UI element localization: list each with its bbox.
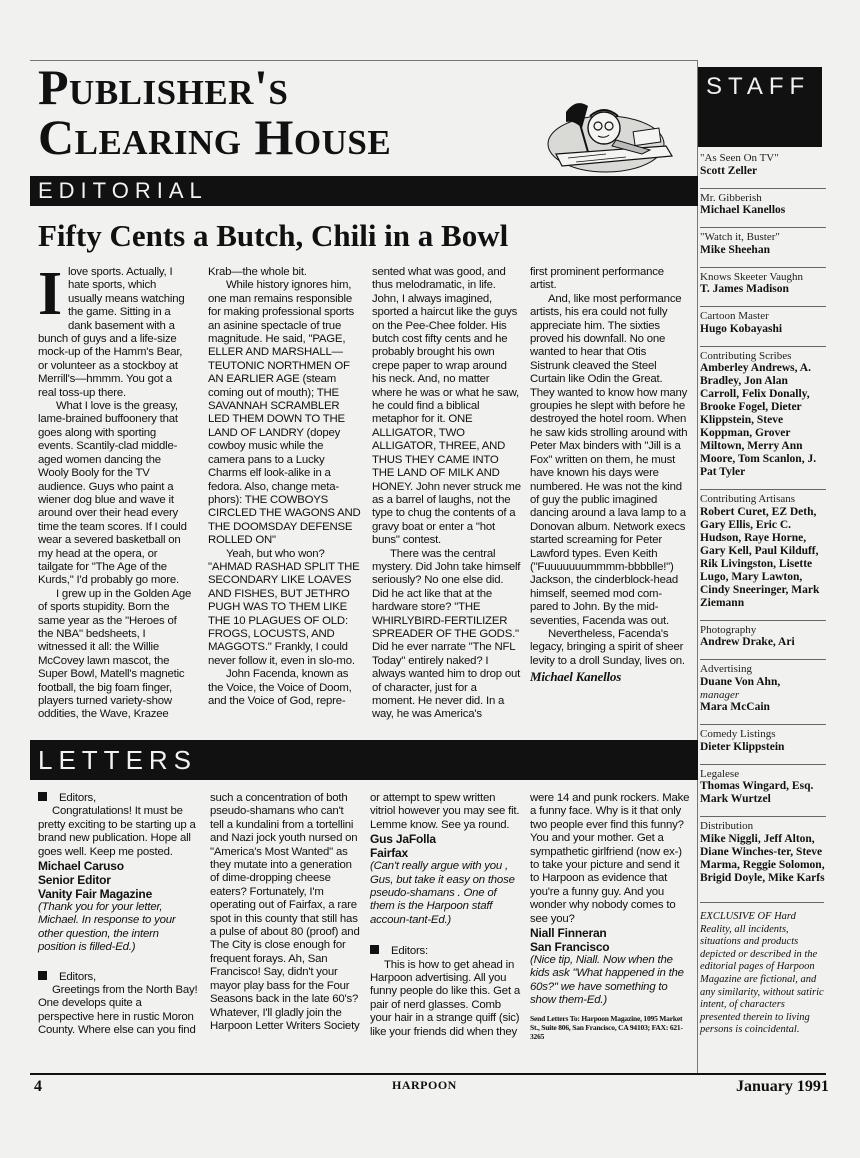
issue-date: January 1991 xyxy=(736,1078,829,1095)
editorial-paragraph: John Facenda, known as the Voice, the Voice of Doom, and the Voice of God, repre- xyxy=(208,668,352,707)
letter-salutation: Editors: xyxy=(370,945,520,958)
editorial-column-3 xyxy=(372,266,522,722)
staff-entry: "As Seen On TV" Scott Zeller xyxy=(700,152,779,177)
letters-column-4 xyxy=(530,792,690,1041)
letter-signature-name: Gus JaFolla xyxy=(370,832,436,847)
staff-entry: Photography Andrew Drake, Ari xyxy=(700,620,826,650)
staff-entry: Distribution Mike Niggli, Jeff Alton, Diane Winches-ter, Steve Marma, Reggie Solomon, Brigid Doyle, Mike Karfs xyxy=(700,816,826,885)
editorial-section-bar: EDITORIAL xyxy=(30,176,698,206)
drop-cap: I xyxy=(38,260,62,328)
editorial-paragraph: Krab—the whole bit. xyxy=(208,266,307,278)
letters-column-2 xyxy=(210,792,360,1033)
staff-entry: Mr. Gibberish Michael Kanellos xyxy=(700,188,826,218)
staff-entry: Comedy Listings Dieter Klippstein xyxy=(700,724,826,754)
staff-column-rule xyxy=(697,60,698,1075)
editorial-column-2 xyxy=(208,266,362,708)
editorial-paragraph: sented what was good, and thus melodramatic, in life. John, I always imagined, sported a haircut like the guys on the Pee-Chee folder. His butch cost fifty cents and he probably brought his own crepe paper to wrap around his neck. And, no matter where he was or what he saw, he could find a biblical metaphor for it. ONE ALLIGATOR, TWO ALLIGATOR, THREE, AND THUS THEY CAME INTO THE LAND OF MILK AND HONEY. John never struck me as a barrel of laughs, not the type to chug the contents of a gravy boat or enter a "hot buns" contest. xyxy=(372,266,521,547)
editorial-paragraph: first prominent performance artist. xyxy=(530,266,664,292)
letters-column-1 xyxy=(38,792,198,1038)
letter-salutation: Editors, xyxy=(38,792,198,805)
send-letters-address: Send Letters To: Harpoon Magazine, 1095 Market St., Suite 806, San Francisco, CA 94103; FAX: 621-3265 xyxy=(530,1013,683,1041)
editor-reply: (Can't really argue with you , Gus, but take it easy on those pseudo-shamans . One of them is the Harpoon staff accoun-tant-Ed.) xyxy=(370,860,515,926)
letter-salutation: Editors, xyxy=(38,971,198,984)
editorial-signature: Michael Kanellos xyxy=(530,669,622,685)
letter-body: were 14 and punk rockers. Make a funny face. Why is it that only two people ever find this funny? You and your mother. Get a sympathetic girlfriend (now ex-) to take your picture and send it to Harpoon as evidence that you're a funny guy. And you wonder why nobody comes to see you? xyxy=(530,792,690,925)
bullet-square-icon xyxy=(38,971,47,980)
letter-body: such a concentration of both pseudo-shamans who can't tell a kundalini from a tortellini and Nazi jock youth nursed on "America's Most Wanted" as they mutate into a generation of dime-dropping cheese eaters? Fortunately, I'm operating out of Fairfax, a rare spot in this county that still has a pulse of about 80 (proof) and The City is close enough for frequent forays. Ah, San Francisco! Say, didn't your mayor play bass for the Four Seasons back in the late 60's? Whatever, I'll gladly join the Harpoon Letter Writers Society xyxy=(210,792,360,1032)
letter-signature-org: Vanity Fair Magazine xyxy=(38,887,153,902)
footer-logo: HARPOON xyxy=(392,1078,457,1092)
editor-reply: (Thank you for your letter, Michael. In response to your other question, the intern position is filled-Ed.) xyxy=(38,901,176,954)
letter-signature-title: Senior Editor xyxy=(38,873,111,888)
staff-section-bar: STAFF xyxy=(698,67,822,147)
editorial-paragraph: I grew up in the Golden Age of sports stupidity. Born the same year as the "Heroes of the NBA" bedsheets, I witnessed it all: the Willie McCovey lawn mascot, the Super Bowl, Matell's magnetic football, the big foam finger, players turned variety-show oddities, the Wave, Krazee xyxy=(38,587,192,721)
letter-signature-city: Fairfax xyxy=(370,846,408,861)
masthead-line2: Clearing House xyxy=(38,109,392,165)
masthead-title xyxy=(38,59,558,165)
bullet-square-icon xyxy=(38,792,47,801)
editorial-paragraph: Nevertheless, Facenda's legacy, bringing a spirit of sheer levity to a droll Sunday, lives on. xyxy=(530,627,685,667)
staff-entry: Knows Skeeter Vaughn T. James Madison xyxy=(700,267,826,297)
editorial-paragraph: And, like most performance artists, his era could not fully appreciate him. The sixties proved his downfall. No one wanted to hear that Otis Sistrunk cleaved the Steel Curtain like Odin the Great. They wanted to know how many groupies he slept with before he destroyed the hotel room. When he saw kids strolling around with Peter Max binders with "Jill is a Fox" written on them, he must have known his days were numbered. He was not the kind of guy the public imagined dancing around a lava lamp to a Donovan album. Network execs started screaming for Peter Lawford types. Even Keith ("Fuuuuuuummmm-bbbblle!") Jackson, the cinderblock-head himself, seemed mod com-pared to John. By the mid-seventies, Facenda was out. xyxy=(530,292,688,627)
editorial-paragraph: While history ignores him, one man remains responsible for making professional sports an asinine spectacle of true magnitude. He said, "PAGE, ELLER AND MARSHALL—TEUTONIC NORTHMEN OF AN EARLIER AGE (steam coming out of mouth); THE SAVANNAH SCRAMBLER LED THEM DOWN TO THE LAND OF LANDRY (dopey cowboy music while the camera pans to a Lucky Charms elf look-alike in a fedora. Also, change meta-phors): THE COWBOYS CIRCLED THE WAGONS AND THE DOOMSDAY DEFENSE ROLLED ON" xyxy=(208,279,361,547)
letter-body: or attempt to spew written vitriol however you may see fit. Lemme know. See ya round. xyxy=(370,792,520,831)
editorial-paragraph: What I love is the greasy, lame-brained buffoonery that goes along with sporting events. Scantily-clad middle-aged women dancing the Wooly Booly for the TV audience. Guys who paint a wiener dog blue and wave it around over their head every time the team scores. If I could wear a severed basketball on my head at the opera, or tailgate for "The Age of the Kurds," I'd probably go more. xyxy=(38,400,187,587)
staff-entry: Contributing Artisans Robert Curet, EZ Deth, Gary Ellis, Eric C. Hudson, Raye Horne, Gary Kell, Paul Kilduff, Rik Livingston, Lisette Lugo, Mary Lawton, Cindy Sneeringer, Mark Ziemann xyxy=(700,489,826,610)
footer-rule xyxy=(30,1073,826,1075)
masthead-line1: Publisher's xyxy=(38,59,289,115)
staff-entry: "Watch it, Buster" Mike Sheehan xyxy=(700,227,826,257)
letter-signature-city: San Francisco xyxy=(530,940,610,955)
staff-entry: Advertising Duane Von Ahn, manager Mara McCain xyxy=(700,659,826,714)
staff-entry: Cartoon Master Hugo Kobayashi xyxy=(700,306,826,336)
letter-body: Congratulations! It must be pretty exciting to be starting up a brand new publication. Hope all goes well. Keep me posted. xyxy=(38,805,196,858)
editor-reply: (Nice tip, Niall. Now when the kids ask "What happened in the 60s?" we have something to show them-Ed.) xyxy=(530,954,684,1007)
letters-column-3 xyxy=(370,792,520,1039)
bullet-square-icon xyxy=(370,945,379,954)
man-at-desk-illustration xyxy=(546,94,682,176)
editorial-paragraph: Yeah, but who won? "AHMAD RASHAD SPLIT THE SECONDARY LIKE LOAVES AND FISHES, BUT JETHRO PUGH WAS TO THEM LIKE THE 10 PLAGUES OF OLD: FROGS, LOCUSTS, AND MAGGOTS." Frankly, I could never follow it, even in slo-mo. xyxy=(208,547,360,667)
editorial-headline: Fifty Cents a Butch, Chili in a Bowl xyxy=(38,218,509,253)
staff-list xyxy=(700,152,826,895)
staff-entry: Contributing Scribes Amberley Andrews, A. Bradley, Jon Alan Carroll, Felix Donally, Brooke Fogel, Dieter Klippstein, Steve Koppman, Grover Miltown, Merry Ann Moore, Tom Scanlon, J. Pat Tyler xyxy=(700,346,826,480)
letter-body: This is how to get ahead in Harpoon advertising. All you funny people do like this. Get a pair of nerd glasses. Comb your hair in a strange quiff (sic) like your friends did when they xyxy=(370,958,521,1038)
letters-section-bar: LETTERS xyxy=(30,740,698,780)
letter-signature-name: Niall Finneran xyxy=(530,926,607,941)
page-number: 4 xyxy=(34,1078,42,1095)
letter-signature-name: Michael Caruso xyxy=(38,859,124,874)
editorial-paragraph: love sports. Actually, I hate sports, which usually means watching the game. Sitting in a dank basement with a bunch of guys and a life-size mock-up of the Hamm's Bear, or volunteer as a stockboy at Merrill's—hmmm. You got a real toss-up there. xyxy=(38,266,185,399)
staff-entry: Legalese Thomas Wingard, Esq. Mark Wurtzel xyxy=(700,764,826,807)
letter-body: Greetings from the North Bay! One develops quite a perspective here in rustic Moron County. Where else can you find xyxy=(38,984,198,1037)
editorial-paragraph: There was the central mystery. Did John take himself seriously? No one else did. Did he act like that at the hardware store? "THE WHIRLYBIRD-FERTILIZER SPREADER OF THE GODS." Did he ever narrate "The NFL Today" entirely naked? I always wanted him to drop out of character, just for a moment. He never did. In a way, he was America's xyxy=(372,547,521,721)
disclaimer-text: EXCLUSIVE OF Hard Reality, all incidents, situations and products depicted or described in the editorial pages of Harpoon Magazine are fictional, and any similarity, without satiric intent, of characters presented therein to living persons is coincidental. xyxy=(700,902,824,1037)
editorial-column-4 xyxy=(530,266,688,684)
editorial-column-1 xyxy=(38,260,192,722)
